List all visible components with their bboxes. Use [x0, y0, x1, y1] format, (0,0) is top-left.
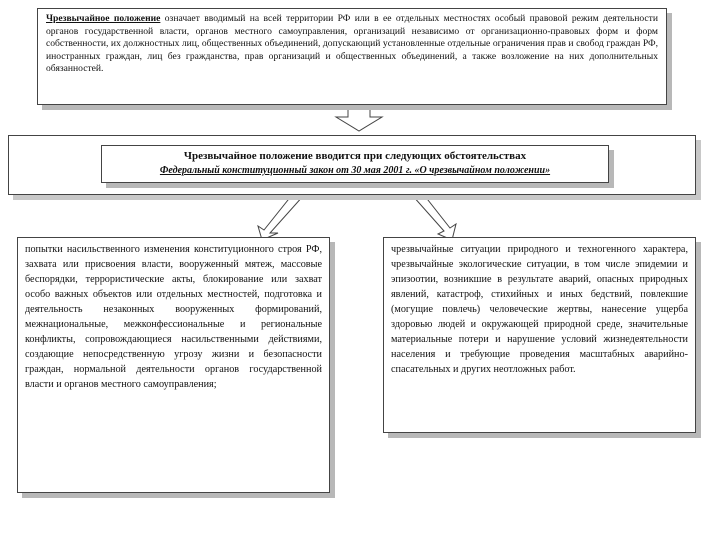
- heading-box: [101, 145, 609, 183]
- down-arrow-top: [336, 106, 382, 131]
- definition-term: Чрезвычайное положение: [46, 13, 161, 24]
- definition-body: означает вводимый на всей территории РФ или в ее отдельных местностях особый правовой режим деятельности органов государственной власти, органов местного самоуправления, организаций независимо от организационно-правовых форм и форм собственности, их должностных лиц, общественных объединений, допускающий установленные отдельные ограничения прав и свобод граждан РФ, иностранных граждан, лиц без гражданства, прав организаций и общественных объединений, а также возложение на них дополнительных обязанностей.: [46, 13, 658, 75]
- circumstance-right-text: чрезвычайные ситуации природного и техногенного характера, чрезвычайные экологические ситуации, в том числе эпидемии и эпизоотии, возникшие в результате аварий, опасных природных явлений, катастроф, стихийных и иных бедствий, повлекшие (могущие повлечь) человеческие жертвы, нанесение ущерба здоровью людей и окружающей природной среде, значительные материальные потери и нарушение условий жизнедеятельности населения и требующие проведения масштабных аварийно-спасательных и других неотложных работ.: [391, 244, 688, 375]
- circumstance-left-text: попытки насильственного изменения конституционного строя РФ, захвата или присвоения власти, вооруженный мятеж, массовые беспорядки, террористические акты, блокирование или захват особо важных объектов или отдельных местностей, подготовка и деятельность незаконных вооруженных формирований, межнациональные, межконфессиональные и региональные конфликты, сопровождающиеся насильственными действиями, создающие непосредственную угрозу жизни и безопасности граждан, нормальной деятельности органов государственной власти и органов местного самоуправления;: [25, 244, 322, 390]
- circumstance-left-box: [17, 237, 330, 493]
- down-arrow-left: [258, 195, 304, 240]
- heading-source: Федеральный конституционный закон от 30 мая 2001 г. «О чрезвычайном положении»: [159, 165, 551, 176]
- heading-title: Чрезвычайное положение вводится при следующих обстоятельствах: [183, 150, 527, 162]
- definition-text: [46, 13, 658, 76]
- down-arrow-right: [412, 195, 456, 240]
- definition-box: [37, 8, 667, 105]
- circumstance-right-box: [383, 237, 696, 433]
